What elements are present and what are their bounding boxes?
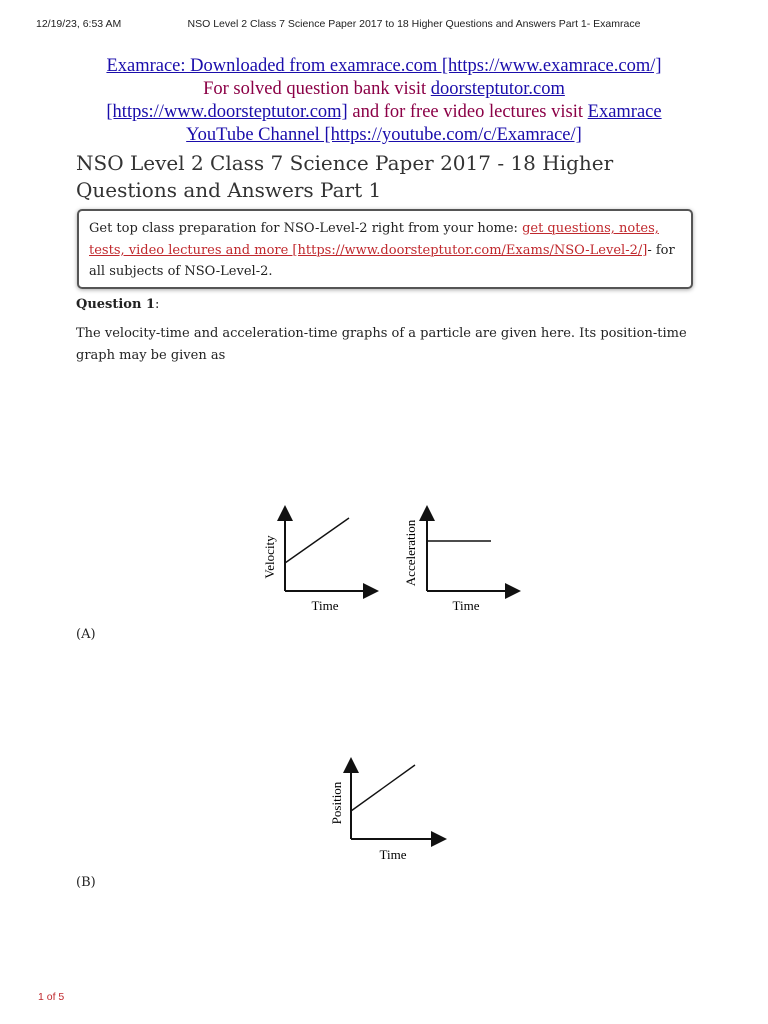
promo-text-after: - for all subjects of NSO-Level-2. <box>89 242 675 279</box>
page-number: 1 of 5 <box>38 991 65 1003</box>
acceleration-xlabel: Time <box>452 598 480 613</box>
acceleration-time-graph <box>403 509 517 613</box>
option-a-label: (A) <box>76 627 96 642</box>
option-a-figure <box>325 755 455 865</box>
print-page-title: NSO Level 2 Class 7 Science Paper 2017 to 18 Higher Questions and Answers Part 1- Examrace <box>187 18 641 30</box>
question-text: The velocity-time and acceleration-time graphs of a particle are given here. Its position-time graph may be given as <box>76 326 687 363</box>
question-figure <box>255 505 525 620</box>
print-header <box>0 0 768 40</box>
promo-link[interactable]: get questions, notes, tests, video lectures and more [https://www.doorsteptutor.com/Exams/NSO-Level-2/] <box>89 221 659 258</box>
question-label: Question 1: <box>76 297 160 312</box>
doorsteptutor-url-link[interactable]: [https://www.doorsteptutor.com] <box>106 102 348 122</box>
position-xlabel: Time <box>379 847 407 862</box>
examrace-youtube-link-1[interactable]: Examrace <box>587 102 662 122</box>
promo-box <box>77 209 693 289</box>
option-b-label: (B) <box>76 875 96 890</box>
banner-text-2: and for free video lectures visit <box>347 102 588 122</box>
print-timestamp: 12/19/23, 6:53 AM <box>36 18 122 30</box>
position-ylabel: Position <box>329 781 344 825</box>
velocity-ylabel: Velocity <box>262 535 277 579</box>
page-title: NSO Level 2 Class 7 Science Paper 2017 - 18 Higher Questions and Answers Part 1 <box>76 151 614 202</box>
banner-text-1: For solved question bank visit <box>203 79 431 99</box>
doorsteptutor-link[interactable]: doorsteptutor.com <box>430 79 565 99</box>
examrace-link[interactable]: Examrace: Downloaded from examrace.com [https://www.examrace.com/] <box>106 56 662 76</box>
velocity-time-graph <box>262 509 375 613</box>
position-line <box>351 765 415 811</box>
velocity-line <box>285 518 349 563</box>
velocity-xlabel: Time <box>311 598 339 613</box>
promo-text: Get top class preparation for NSO-Level-2 right from your home: <box>89 221 523 236</box>
source-banner <box>80 55 688 147</box>
examrace-youtube-link-2[interactable]: YouTube Channel [https://youtube.com/c/Examrace/] <box>186 125 582 145</box>
acceleration-ylabel: Acceleration <box>403 519 418 587</box>
